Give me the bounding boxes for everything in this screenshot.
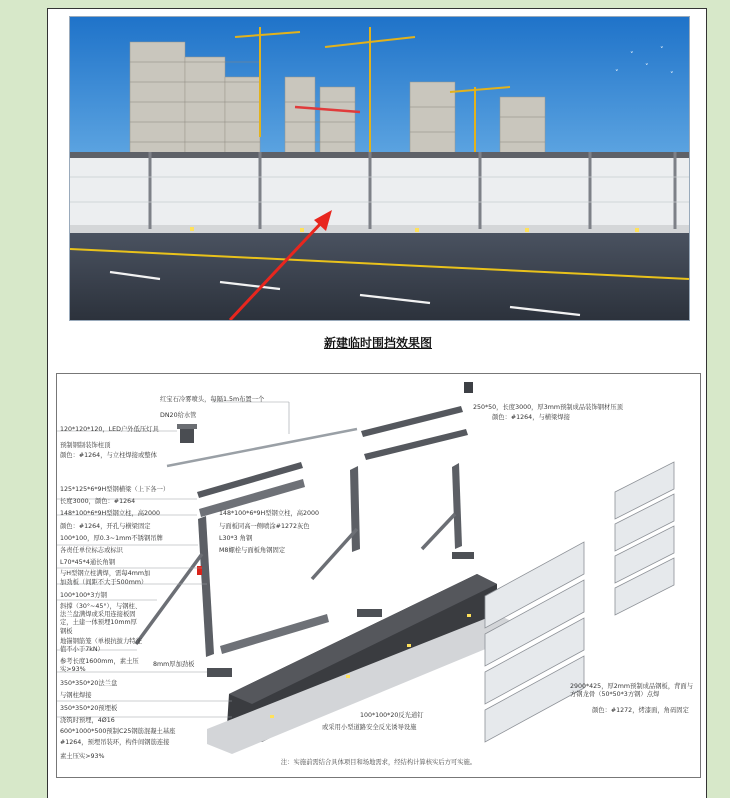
label-flange: 350*350*20法兰盘 — [60, 680, 118, 687]
diagram-note: 注：实施前需结合具体项目和场地需求，经结构计算核实后方可实施。 — [280, 759, 477, 766]
label-concrete-base: 600*1000*500预制C25钢筋混凝土基座 — [60, 728, 176, 735]
label-embed-plate: 350*350*20预埋板 — [60, 705, 118, 712]
label-tag-plate: 100*100，厚0.3~1mm不锈钢吊牌 — [60, 535, 163, 542]
label-h-beam-length: 长度3000，颜色：#1264 — [60, 498, 136, 505]
label-angle-steel: L70*45*4通长角钢 — [60, 559, 116, 566]
label-stiffener-8mm: 8mm厚加劲板 — [153, 661, 195, 668]
label-compacted-soil: 素土压实>93% — [60, 753, 105, 760]
label-anchor-length: 参考长度1600mm，素土压实>93% — [60, 658, 139, 674]
hoarding-photo-svg — [70, 17, 689, 320]
label-unit-logo: 各责任单位标志或标识 — [60, 547, 123, 554]
label-column-cap: 预制钢制装饰柱顶 — [60, 442, 111, 449]
label-reflector-alt: 或采用小型道路安全反光诱导设施 — [322, 724, 417, 731]
photo-caption: 新建临时围挡效果图 — [323, 336, 432, 350]
label-reflector: 100*100*20反光道钉 — [360, 712, 424, 719]
label-led-lamp: 120*120*120，LED户外低压灯具 — [60, 426, 159, 433]
label-coping-color: 颜色：#1264，与横梁焊接 — [492, 414, 570, 421]
label-embed-rebar: 浇筑时预埋，4Ø16 — [60, 717, 115, 724]
svg-text:˅: ˅ — [660, 46, 664, 54]
svg-text:˅: ˅ — [615, 69, 619, 77]
structure-diagram — [56, 373, 701, 778]
svg-text:˅: ˅ — [645, 63, 649, 71]
label-flange-weld: 与钢柱焊接 — [60, 692, 92, 699]
hoarding-photo — [69, 16, 690, 321]
label-brace: 斜撑（30°~45°），与钢柱、法兰盘满焊或采用连接板固定，土建一体预埋10mm厚钢板 — [60, 603, 142, 635]
label-base-hoist: #1264，预埋吊装环，构件间钢筋连接 — [60, 739, 170, 746]
label-water-pipe: DN20给水管 — [160, 412, 197, 419]
label-h-column-2: 148*100*6*9H型钢立柱，高2000 — [219, 510, 320, 517]
label-anchor-cage: 地锚钢筋笼（单根抗拔力特征值不小于7kN） — [60, 638, 142, 654]
label-mist-nozzle: 红宝石冷雾喷头，每隔1.5m布置一个 — [160, 396, 265, 403]
page-frame — [47, 8, 707, 798]
label-square-tube: 100*100*3方钢 — [60, 592, 107, 599]
label-h-beam: 125*125*6*9H型钢横梁（上下各一） — [60, 486, 170, 493]
label-angle-l30: L30*3 角钢 — [219, 535, 253, 542]
label-m8-bolt: M8螺栓与面板角钢固定 — [219, 547, 286, 554]
label-angle-weld: 与H型钢立柱满焊，需每4mm加 — [60, 570, 151, 577]
label-stiffener-spacing: 加劲板（间距不大于500mm） — [60, 579, 148, 586]
label-h-column-color: 颜色：#1264，开孔与横梁固定 — [60, 523, 151, 530]
label-column-cap-color: 颜色：#1264，与立柱焊接或整体 — [60, 452, 157, 459]
label-h-column-2-paint: 与面板同高一侧喷涂#1272灰色 — [219, 523, 310, 530]
label-steel-panel: 2900*425，厚2mm预制成品钢板，背面与方钢龙骨（50*50*3方钢）点焊 — [570, 683, 694, 699]
svg-text:˅: ˅ — [630, 51, 634, 59]
label-coping: 250*50，长度3000，厚3mm预制成品装饰钢材压顶 — [473, 404, 623, 411]
label-panel-color: 颜色：#1272，烤漆面，角码固定 — [592, 707, 689, 714]
svg-text:˅: ˅ — [670, 71, 674, 79]
label-h-column: 148*100*6*9H型钢立柱，高2000 — [60, 510, 161, 517]
